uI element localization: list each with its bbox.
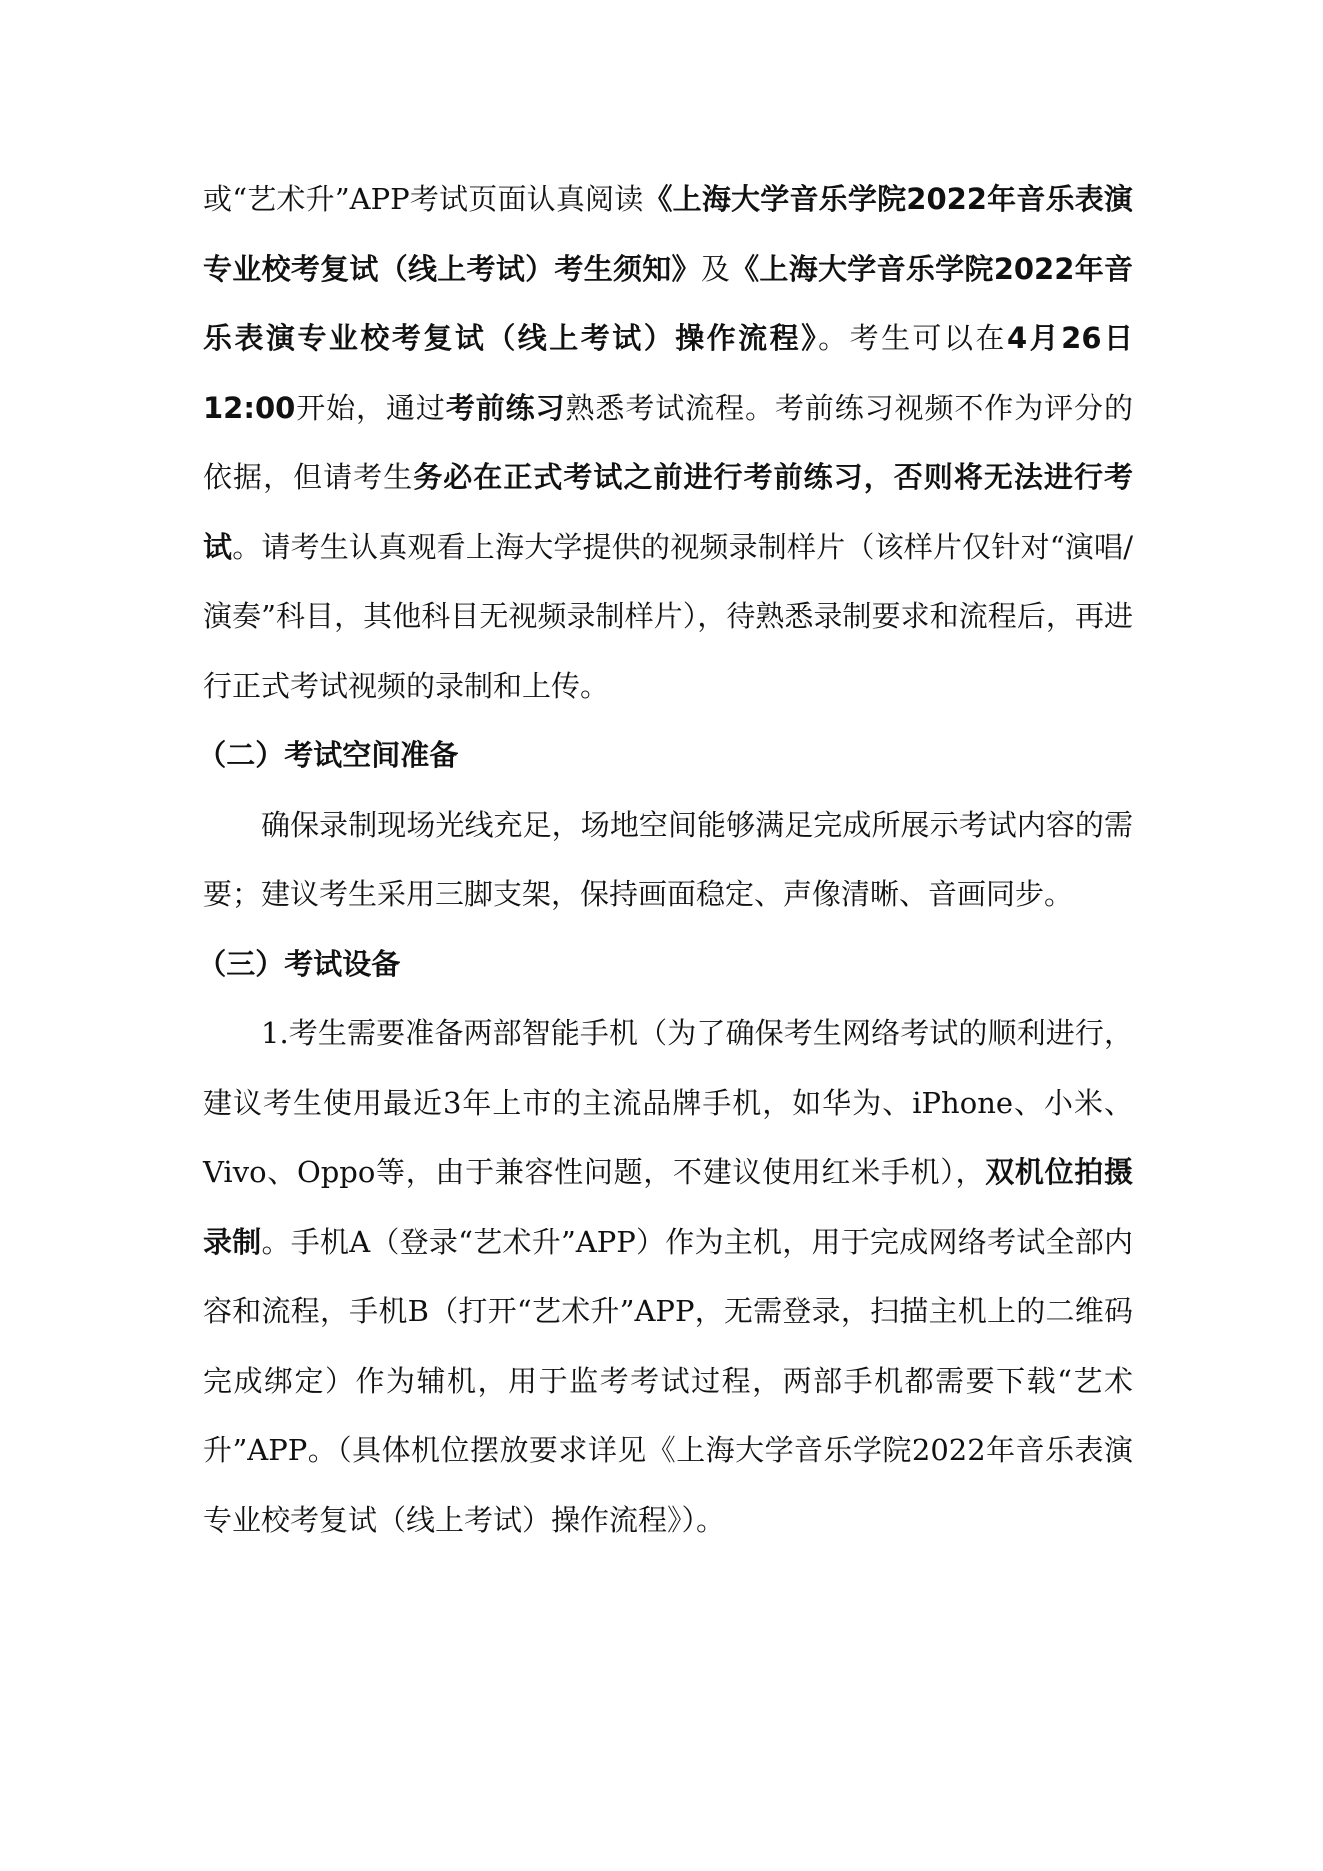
paragraph-exam-notice: 或“艺术升”APP考试页面认真阅读《上海大学音乐学院2022年音乐表演专业校考复试（线上考试）考生须知》及《上海大学音乐学院2022年音乐表演专业校考复试（线上考试）操作流程》。考生可以在4月26日12:00开始，通过考前练习熟悉考试流程。考前练习视频不作为评分的依据，但请考生务必在正式考试之前进行考前练习，否则将无法进行考试。请考生认真观看上海大学提供的视频录制样片（该样片仅针对“演唱/演奏”科目，其他科目无视频录制样片），待熟悉录制要求和流程后，再进行正式考试视频的录制和上传。 [203,182,1133,703]
section-heading-equipment: （三）考试设备 [197,946,401,981]
section-heading-space: （二）考试空间准备 [197,738,459,772]
document-page [197,165,1133,1555]
paragraph-equipment: 1.考生需要准备两部智能手机（为了确保考生网络考试的顺利进行，建议考生使用最近3年上市的主流品牌手机，如华为、iPhone、小米、Vivo、Oppo等，由于兼容性问题，不建议使用红米手机），双机位拍摄录制。手机A（登录“艺术升”APP）作为主机，用于完成网络考试全部内容和流程，手机B（打开“艺术升”APP，无需登录，扫描主机上的二维码完成绑定）作为辅机，用于监考考试过程，两部手机都需要下载“艺术升”APP。（具体机位摆放要求详见《上海大学音乐学院2022年音乐表演专业校考复试（线上考试）操作流程》）。 [203,1016,1133,1537]
paragraph-space-preparation: 确保录制现场光线充足，场地空间能够满足完成所展示考试内容的需要；建议考生采用三脚支架，保持画面稳定、声像清晰、音画同步。 [203,807,1133,911]
